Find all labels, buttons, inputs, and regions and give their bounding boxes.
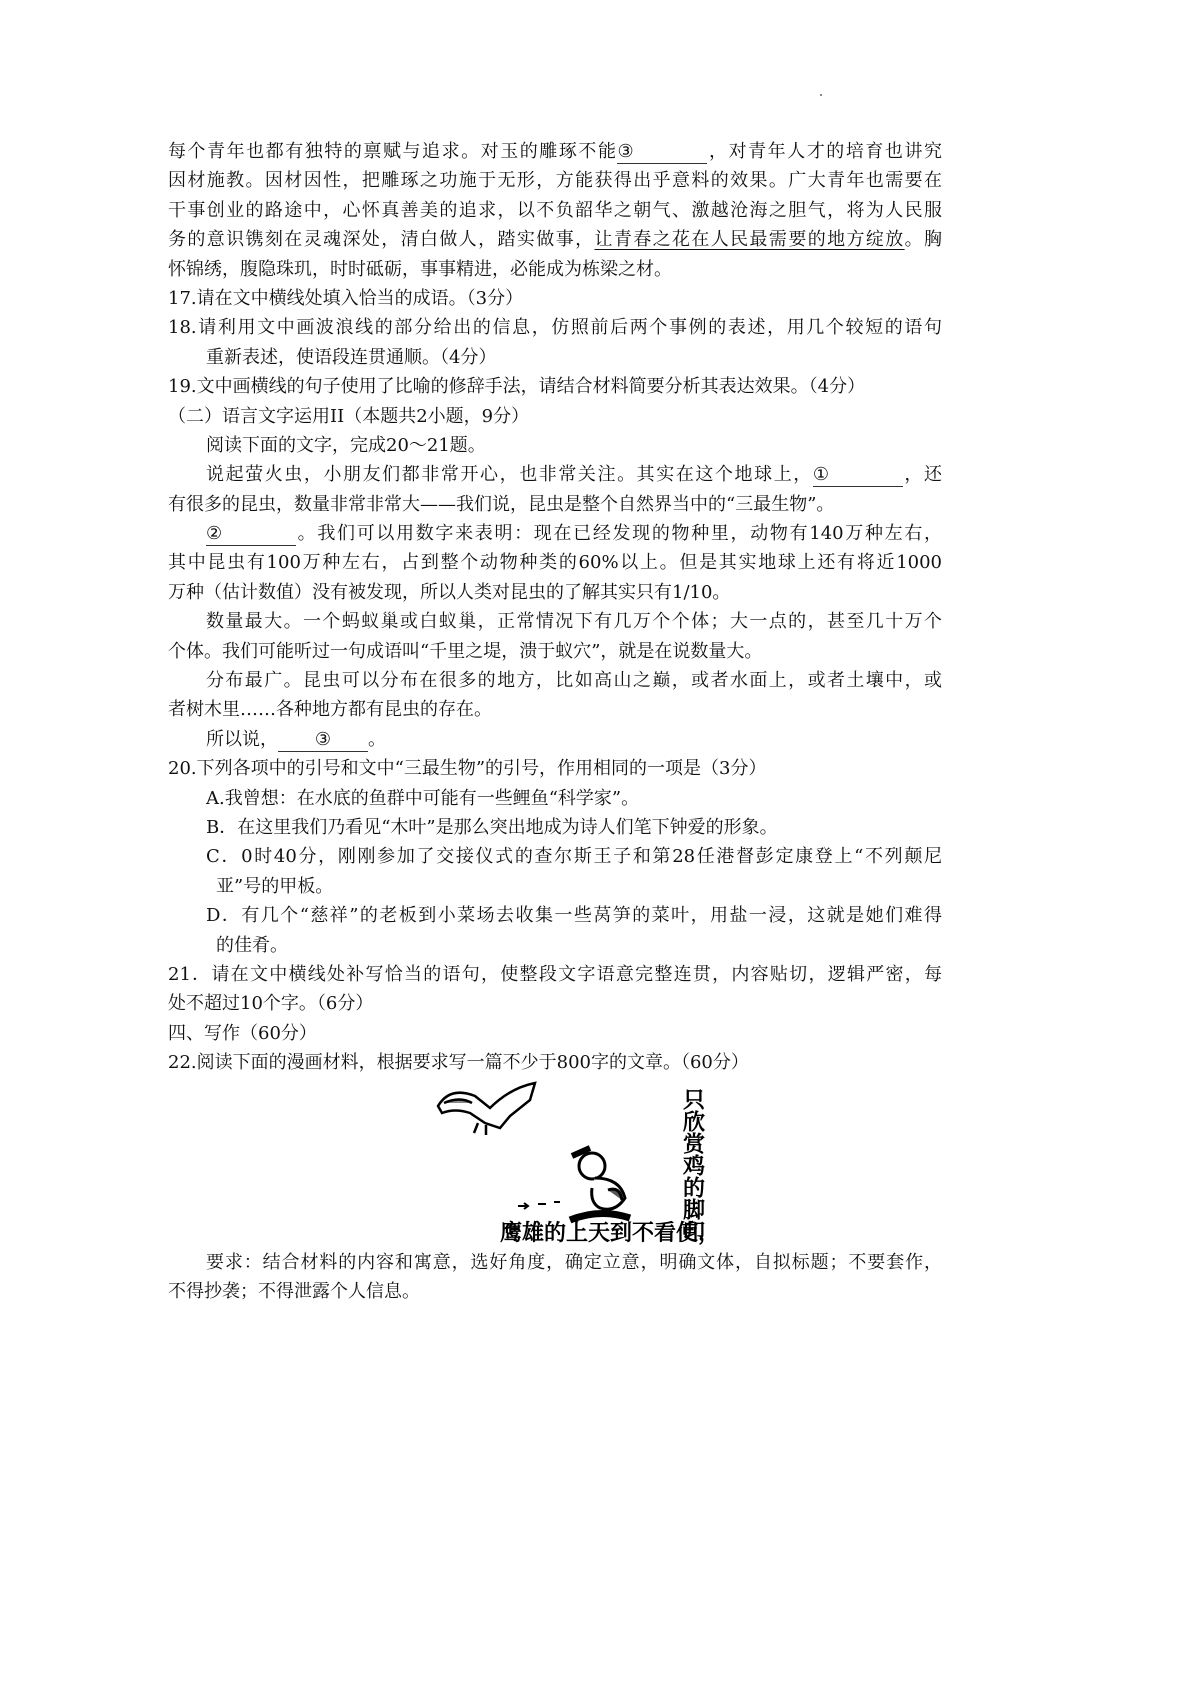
text-segment: 者树木里……各种地方都有昆虫的存在。 <box>168 699 492 721</box>
text-line <box>168 666 942 695</box>
text-segment: 干事创业的路途中，心怀真善美的追求，以不负韶华之朝气、激越沧海之胆气，将为人民服 <box>168 199 942 221</box>
text-line <box>168 784 942 813</box>
text-segment: 18.请利用文中画波浪线的部分给出的信息，仿照前后两个事例的表述，用几个较短的语句 <box>168 317 942 339</box>
text-line <box>168 402 942 431</box>
text-segment: 每个青年也都有独特的禀赋与追求。对玉的雕琢不能 <box>168 141 618 162</box>
question-text <box>168 137 942 1078</box>
text-segment: 务的意识镌刻在灵魂深处，清白做人，踏实做事， <box>168 229 595 251</box>
text-segment: 处不超过10个字。（6分） <box>168 993 374 1015</box>
answer-blank: ① <box>813 464 903 487</box>
text-line <box>168 343 942 372</box>
text-segment: 20.下列各项中的引号和文中“三最生物”的引号，作用相同的一项是（3分） <box>168 758 767 780</box>
text-line <box>168 1277 942 1306</box>
text-segment: 17.请在文中横线处填入恰当的成语。（3分） <box>168 287 524 309</box>
exam-page <box>168 137 942 1306</box>
text-segment: 怀锦绣，腹隐珠玑，时时砥砺，事事精进，必能成为栋梁之材。 <box>168 258 672 280</box>
cartoon-image <box>168 1078 942 1248</box>
text-segment: 。 <box>368 728 386 750</box>
text-segment: 有很多的昆虫，数量非常非常大——我们说，昆虫是整个自然界当中的“三最生物”。 <box>168 493 835 515</box>
answer-blank: ② <box>206 523 296 546</box>
cartoon-caption: 鹰雄的上天到不看使， <box>500 1220 720 1246</box>
text-line <box>168 989 942 1018</box>
text-line <box>168 1248 942 1277</box>
text-line <box>168 166 942 195</box>
footprint-arrows <box>518 1202 560 1209</box>
text-line <box>168 695 942 724</box>
text-line <box>168 460 942 489</box>
text-line <box>168 255 942 284</box>
answer-blank: ③ <box>617 141 707 164</box>
underlined-sentence: 让青春之花在人民最需要的地方绽放 <box>594 229 905 251</box>
text-segment: 数量最大。一个蚂蚁巢或白蚁巢，正常情况下有几万个个体；大一点的，甚至几十万个 <box>206 611 942 633</box>
text-segment: 19.文中画横线的句子使用了比喻的修辞手法，请结合材料简要分析其表达效果。（4分） <box>168 376 866 398</box>
text-line <box>168 548 942 577</box>
text-segment: ，对青年人才的培育也讲究 <box>707 141 942 162</box>
text-line <box>168 578 942 607</box>
text-segment: D．有几个“慈祥”的老板到小菜场去收集一些莴笋的菜叶，用盐一浸，这就是她们难得 <box>206 905 942 927</box>
answer-blank: ③ <box>278 729 368 752</box>
text-segment: 不得抄袭；不得泄露个人信息。 <box>168 1280 420 1302</box>
text-segment: 。我们可以用数字来表明：现在已经发现的物种里，动物有140万种左右， <box>296 523 942 545</box>
text-segment: 。胸 <box>904 229 943 251</box>
text-line <box>168 225 942 254</box>
text-line <box>168 137 942 166</box>
text-segment: 因材施教。因材因性，把雕琢之功施于无形，方能获得出乎意料的效果。广大青年也需要在 <box>168 170 942 192</box>
text-line <box>168 519 942 548</box>
text-line <box>168 1019 942 1048</box>
text-segment: 重新表述，使语段连贯通顺。（4分） <box>206 346 497 368</box>
text-segment: 分布最广。昆虫可以分布在很多的地方，比如高山之巅，或者水面上，或者土壤中，或 <box>206 670 942 692</box>
text-segment: ，还 <box>902 464 943 486</box>
text-line <box>168 813 942 842</box>
text-line <box>168 313 942 342</box>
text-line <box>168 372 942 401</box>
text-line <box>168 960 942 989</box>
text-line <box>168 725 942 754</box>
text-segment: C．0时40分，刚刚参加了交接仪式的查尔斯王子和第28任港督彭定康登上“不列颠尼 <box>206 846 942 868</box>
text-segment: 的佳肴。 <box>216 934 288 956</box>
text-segment: 所以说， <box>206 728 278 750</box>
text-line <box>168 842 942 871</box>
eagle-icon <box>438 1083 535 1135</box>
cartoon-side-caption: 只欣赏鸡的脚印 <box>679 1087 705 1242</box>
text-line <box>168 637 942 666</box>
text-segment: 22.阅读下面的漫画材料，根据要求写一篇不少于800字的文章。（60分） <box>168 1052 749 1074</box>
text-segment: 说起萤火虫，小朋友们都非常开心，也非常关注。其实在这个地球上， <box>206 464 813 486</box>
scan-dot <box>820 94 822 96</box>
text-line <box>168 490 942 519</box>
text-segment: 其中昆虫有100万种左右，占到整个动物种类的60%以上。但是其实地球上还有将近1000 <box>168 552 942 574</box>
text-line <box>168 607 942 636</box>
text-segment: A.我曾想：在水底的鱼群中可能有一些鲤鱼“科学家”。 <box>206 787 640 809</box>
text-segment: 万种（估计数值）没有被发现，所以人类对昆虫的了解其实只有1/10。 <box>168 581 731 603</box>
writing-requirements <box>168 1248 942 1307</box>
text-segment: 阅读下面的文字，完成20～21题。 <box>206 434 486 456</box>
text-segment: （二）语言文字运用II（本题共2小题，9分） <box>168 405 530 427</box>
text-segment: 21．请在文中横线处补写恰当的语句，使整段文字语意完整连贯，内容贴切，逻辑严密，每 <box>168 963 942 985</box>
text-line <box>168 931 942 960</box>
text-line <box>168 196 942 225</box>
text-line <box>168 1048 942 1077</box>
text-line <box>168 431 942 460</box>
cartoon-drawing <box>430 1078 720 1248</box>
text-segment: 亚”号的甲板。 <box>216 875 334 897</box>
boy-figure <box>570 1148 630 1220</box>
text-line <box>168 872 942 901</box>
text-line <box>168 754 942 783</box>
text-segment: 个体。我们可能听过一句成语叫“千里之堤，溃于蚁穴”，就是在说数量大。 <box>168 640 763 662</box>
text-line <box>168 901 942 930</box>
text-segment: 要求：结合材料的内容和寓意，选好角度，确定立意，明确文体，自拟标题；不要套作， <box>206 1251 942 1273</box>
text-segment: B．在这里我们乃看见“木叶”是那么突出地成为诗人们笔下钟爱的形象。 <box>206 816 778 838</box>
text-segment: 四、写作（60分） <box>168 1022 317 1044</box>
text-line <box>168 284 942 313</box>
